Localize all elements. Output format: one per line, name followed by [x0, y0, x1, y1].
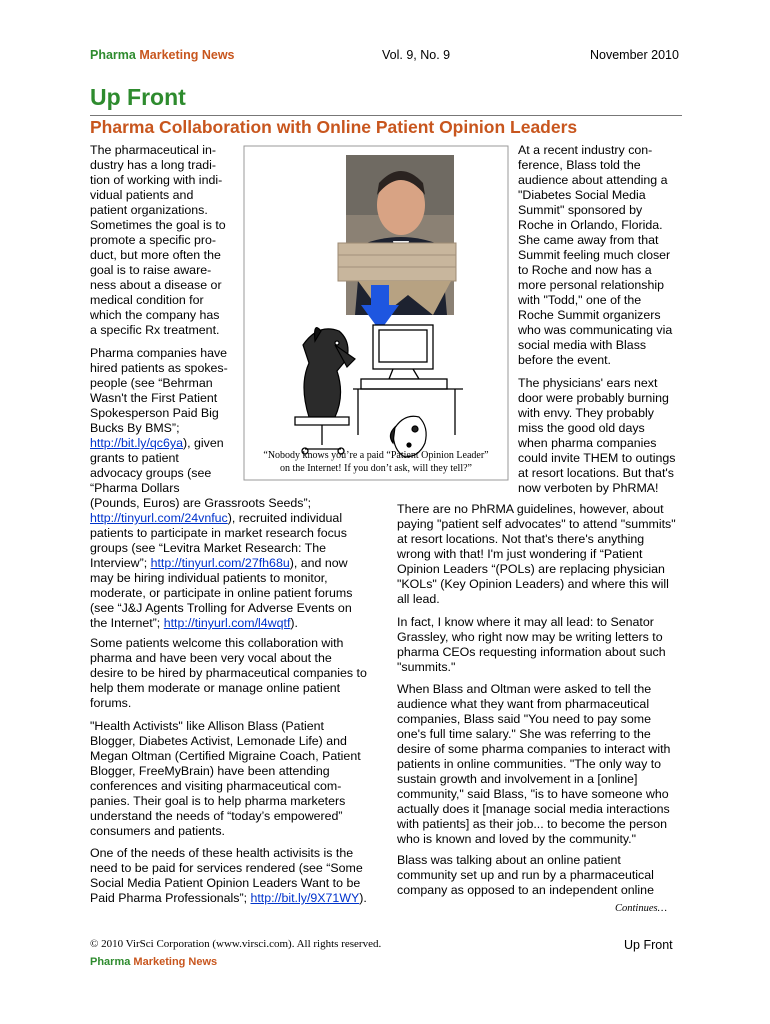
- continues-label: Continues…: [615, 903, 667, 914]
- left-column-paragraph-1: The pharmaceutical in- dustry has a long tradi- tion of working with indi- vidual patients and patient organizations. Sometimes the goal is to promote a specific pro- duct, but more often the goal is to raise aware- ness about a disease or medical condition for which the company has a specific Rx treatment.: [90, 143, 226, 337]
- footer-brand: Pharma Marketing News: [90, 956, 218, 968]
- cartoon-caption-line-2: on the Internet! If you don’t ask, will they tell?”: [280, 463, 472, 474]
- link-jj-agents[interactable]: http://tinyurl.com/l4wqtf: [163, 616, 291, 630]
- link-behrman[interactable]: http://bit.ly/qc6ya: [90, 436, 183, 450]
- right-column-paragraph-5: When Blass and Oltman were asked to tell the audience what they want from pharmaceutical companies, Blass said "You need to pay some one's full time salary." She was referring to the desire of some pharma companies to interact with patients in online communities. "The only way to sustain growth and involvement in a [online] community," said Blass, "is to have someone who actually does it [manage social media interactions with patients] as their job... to become the person who is known and loved by the community.": [397, 682, 671, 846]
- link-social-media-pols[interactable]: http://bit.ly/9X71WY: [250, 891, 360, 905]
- link-pharma-dollars[interactable]: http://tinyurl.com/24vnfuc: [90, 511, 228, 525]
- right-column-paragraph-2: The physicians' ears next door were probably burning with envy. They probably miss the good old days when pharma companies could invite THEM to outings at resort locations. But that's now verboten by PhRMA!: [518, 376, 676, 495]
- cartoon-caption-line-1: “Nobody knows you’re a paid “Patient Opinion Leader”: [263, 450, 489, 461]
- link-levitra[interactable]: http://tinyurl.com/27fh68u: [150, 556, 290, 570]
- left-column-paragraph-5: One of the needs of these health activisits is the need to be paid for services rendered (see “Some Social Media Patient Opinion Leaders Want to be Paid Pharma Professionals”; http://bit.ly/9X71WY).: [90, 846, 367, 905]
- article-headline: Pharma Collaboration with Online Patient Opinion Leaders: [90, 117, 578, 137]
- left-column-paragraph-4: "Health Activists" like Allison Blass (Patient Blogger, Diabetes Activist, Lemonade Life) and Megan Oltman (Certified Migraine Coach, Patient Blogger, FreeMyBrain) have been attending conferences and visiting pharmaceutical com- panies. Their goal is to help pharma marketers understand the needs of “today’s empowered” consumers and patients.: [90, 719, 361, 838]
- right-column-paragraph-6: Blass was talking about an online patient community set up and run by a pharmaceutical company as opposed to an independent online: [397, 853, 654, 897]
- left-column-paragraph-3: Some patients welcome this collaboration with pharma and have been very vocal about the desire to be hired by pharmaceutical companies to help them moderate or manage online patient forums.: [90, 636, 367, 710]
- right-column-paragraph-4: In fact, I know where it may all lead: to Senator Grassley, who right now may be writing letters to pharma CEOs requesting information about such "summits.": [397, 615, 666, 674]
- section-divider: [90, 115, 682, 116]
- left-column-paragraph-2: Pharma companies have hired patients as spokes- people (see “Behrman Wasn't the First Patient Spokesperson Paid Big Bucks By BMS”; http://bit.ly/qc6ya), given grants to patient advocacy groups (see “Pharma Dollars (Pounds, Euros) are Grassroots Seeds”; http://tinyurl.com/24vnfuc), recruited individual patients to participate in market research focus groups (see “Levitra Market Research: The Interview”; http://tinyurl.com/27fh68u), and now may be hiring individual patients to monitor, moderate, or participate in online patient forums (see “J&J Agents Trolling for Adverse Events on the Internet”; http://tinyurl.com/l4wqtf).: [90, 346, 353, 630]
- copyright-notice: © 2010 VirSci Corporation (www.virsci.com). All rights reserved.: [90, 938, 382, 950]
- issue-date: November 2010: [590, 48, 679, 62]
- footer-section-label: Up Front: [624, 938, 673, 952]
- volume-issue: Vol. 9, No. 9: [382, 48, 451, 62]
- section-title: Up Front: [90, 84, 186, 110]
- right-column-paragraph-3: There are no PhRMA guidelines, however, about paying "patient self advocates" to attend "summits" at resort locations. Not that's there's anything wrong with that! I'm just wondering if “Patient Opinion Leaders “(POLs) are replacing physician "KOLs" (Key Opinion Leaders) and where this will all lead.: [397, 502, 676, 606]
- man-photo-icon: [338, 155, 456, 315]
- publication-brand: Pharma Marketing News: [90, 48, 235, 62]
- right-column-paragraph-1: At a recent industry con- ference, Blass told the audience about attending a "Diabetes Social Media Summit" sponsored by Roche in Orlando, Florida. She came away from that Summit feeling much closer to Roche and now has a more personal relationship with "Todd," one of the Roche Summit organizers who was communicating via social media with Blass before the event.: [518, 143, 673, 367]
